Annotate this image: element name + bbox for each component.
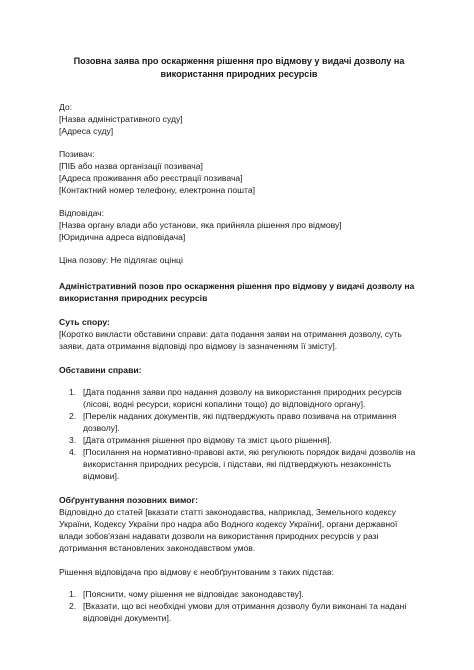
circumstances-item: 2. [Перелік наданих документів, які підтверджують право позивача на отримання дозволу]. [69, 411, 397, 433]
circumstances-item-text: [Перелік наданих документів, які підтверджують право позивача на отримання дозволу]. [83, 411, 397, 433]
defendant-label: Відповідач: [59, 208, 105, 218]
dispute-section [59, 316, 419, 352]
dispute-text: [Коротко викласти обставини справи: дата подання заяви на отримання дозволу, суть заяви, дата отримання відповіді про відмову із зазначенням її змісту]. [59, 329, 402, 351]
grounds-item: 1. [Пояснити, чому рішення не відповідає законодавству]. [69, 589, 304, 599]
grounds-item-text: [Пояснити, чому рішення не відповідає законодавству]. [83, 589, 304, 599]
plaintiff-address: [Адреса проживання або реєстрації позивача] [59, 173, 243, 183]
circumstances-section [59, 364, 419, 482]
circumstances-item: 3. [Дата отримання рішення про відмову та зміст цього рішення]. [69, 435, 332, 445]
recipient-label: До: [59, 102, 73, 112]
recipient-block [59, 101, 419, 137]
document-title: Позовна заява про оскарження рішення про відмову у видачі дозволу на використання природних ресурсів [73, 56, 405, 79]
document-body [59, 55, 419, 624]
court-address: [Адреса суду] [59, 126, 114, 136]
defendant-block [59, 207, 419, 243]
plaintiff-block [59, 148, 419, 196]
defendant-name: [Назва органу влади або установи, яка прийняла рішення про відмову] [59, 220, 342, 230]
claim-heading: Адміністративний позов про оскарження рішення про відмову у видачі дозволу на використання природних ресурсів [59, 281, 415, 303]
circumstances-item-text: [Дата подання заяви про надання дозволу на використання природних ресурсів (лісові, водні ресурси, корисні копалини тощо) до відповідного органу]. [83, 387, 402, 409]
circumstances-item: 4. [Посилання на нормативно-правові акти, які регулюють порядок видачі дозволів на використання природних ресурсів, і підстави, які підтверджують незаконність відмови]. [69, 447, 416, 481]
grounds-heading: Обґрунтування позовних вимог: [59, 495, 198, 505]
defendant-address: [Юридична адреса відповідача] [59, 232, 186, 242]
dispute-heading: Суть спору: [59, 317, 110, 327]
plaintiff-label: Позивач: [59, 149, 95, 159]
plaintiff-name: [ПІБ або назва організації позивача] [59, 161, 203, 171]
grounds-text: Відповідно до статей [вказати статті законодавства, наприклад, Земельного кодексу України, Кодексу України про надра або Водного кодексу України], органи державної влади зобов'язані надавати дозволи на використання природних ресурсів у разі дотримання встановлених законодавством умов. [59, 507, 398, 553]
grounds-item-text: [Вказати, що всі необхідні умови для отримання дозволу були виконані та надані відповідні документи]. [83, 601, 407, 623]
circumstances-list [59, 386, 419, 482]
grounds-section [59, 494, 419, 624]
circumstances-heading: Обставини справи: [59, 365, 142, 375]
circumstances-item-text: [Дата отримання рішення про відмову та зміст цього рішення]. [83, 435, 332, 445]
circumstances-item: 1. [Дата подання заяви про надання дозволу на використання природних ресурсів (лісові, водні ресурси, корисні копалини тощо) до відповідного органу]. [69, 387, 402, 409]
plaintiff-contacts: [Контактний номер телефону, електронна пошта] [59, 185, 256, 195]
circumstances-item-text: [Посилання на нормативно-правові акти, які регулюють порядок видачі дозволів на використання природних ресурсів, і підстави, які підтверджують незаконність відмови]. [83, 447, 416, 481]
claim-price: Ціна позову: Не підлягає оцінці [59, 255, 183, 265]
grounds-item: 2. [Вказати, що всі необхідні умови для отримання дозволу були виконані та надані відповідні документи]. [69, 601, 407, 623]
court-name: [Назва адміністративного суду] [59, 114, 183, 124]
grounds-intro: Рішення відповідача про відмову є необґрунтованим з таких підстав: [59, 567, 334, 577]
grounds-list [59, 588, 419, 624]
